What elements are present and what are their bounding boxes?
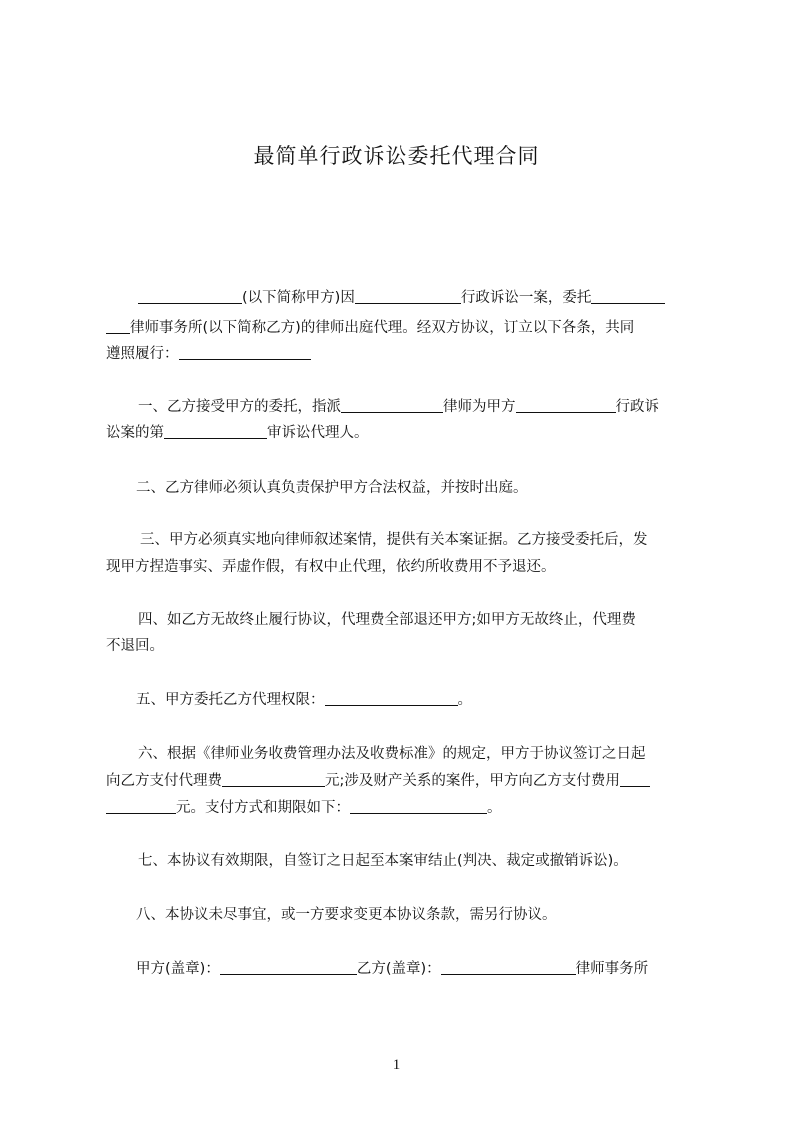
signature-line <box>136 958 648 980</box>
clause-4-line-2: 不退回。 <box>106 638 164 654</box>
party-b-seal-label: 乙方(盖章)： <box>356 961 441 977</box>
clause-1-line-2: 讼案的第 审诉讼代理人。 <box>106 425 369 441</box>
case-blank <box>355 288 461 304</box>
party-a-blank <box>138 288 242 304</box>
agency-fee-blank <box>222 771 325 787</box>
payment-terms-blank <box>350 798 487 814</box>
compliance-blank <box>179 344 311 360</box>
clause-7: 七、本协议有效期限，自签订之日起至本案审结止(判决、裁定或撤销诉讼)。 <box>138 853 628 869</box>
clause-6-line-3: 元。支付方式和期限如下： 。 <box>106 797 502 819</box>
clause-6-line-1: 六、根据《律师业务收费管理办法及收费标准》的规定，甲方于协议签订之日起 <box>138 746 646 762</box>
clause-4-line-1: 四、如乙方无故终止履行协议，代理费全部退还甲方;如甲方无故终止，代理费 <box>138 612 636 628</box>
document-title: 最简单行政诉讼委托代理合同 <box>253 144 540 168</box>
clause-3-line-2: 现甲方捏造事实、弄虚作假，有权中止代理，依约所收费用不予退还。 <box>106 559 556 575</box>
clause-1-line-1: 一、乙方接受甲方的委托，指派 律师为甲方 行政诉 <box>138 399 659 415</box>
party-a-case-blank <box>516 397 616 413</box>
intro-line-2: 律师事务所(以下简称乙方)的律师出庭代理。经双方协议，订立以下各条，共同 <box>106 317 634 339</box>
page-number: 1 <box>392 1057 401 1073</box>
party-a-seal-label: 甲方(盖章)： <box>136 961 220 977</box>
property-fee-blank-1 <box>620 771 650 787</box>
party-a-seal-blank <box>220 959 357 975</box>
clause-8: 八、本协议未尽事宜，或一方要求变更本协议条款，需另行协议。 <box>136 907 557 923</box>
intro-line-1: (以下简称甲方)因 行政诉讼一案，委托 <box>106 287 665 309</box>
clause-2: 二、乙方律师必须认真负责保护甲方合法权益，并按时出庭。 <box>136 480 528 496</box>
clause-5: 五、甲方委托乙方代理权限： 。 <box>136 692 472 708</box>
clause-6-line-2: 向乙方支付代理费 元;涉及财产关系的案件，甲方向乙方支付费用 <box>106 770 650 792</box>
entrust-blank <box>591 288 665 304</box>
firm-suffix: 律师事务所 <box>575 961 649 977</box>
lawyer-blank <box>341 397 443 413</box>
instance-blank <box>164 423 267 439</box>
party-b-seal-blank <box>441 959 576 975</box>
authority-blank <box>325 690 458 706</box>
firm-blank <box>106 318 130 334</box>
intro-line-3: 遵照履行： <box>106 343 311 365</box>
property-fee-blank-2 <box>106 798 176 814</box>
clause-3-line-1: 三、甲方必须真实地向律师叙述案情，提供有关本案证据。乙方接受委托后，发 <box>140 532 648 548</box>
